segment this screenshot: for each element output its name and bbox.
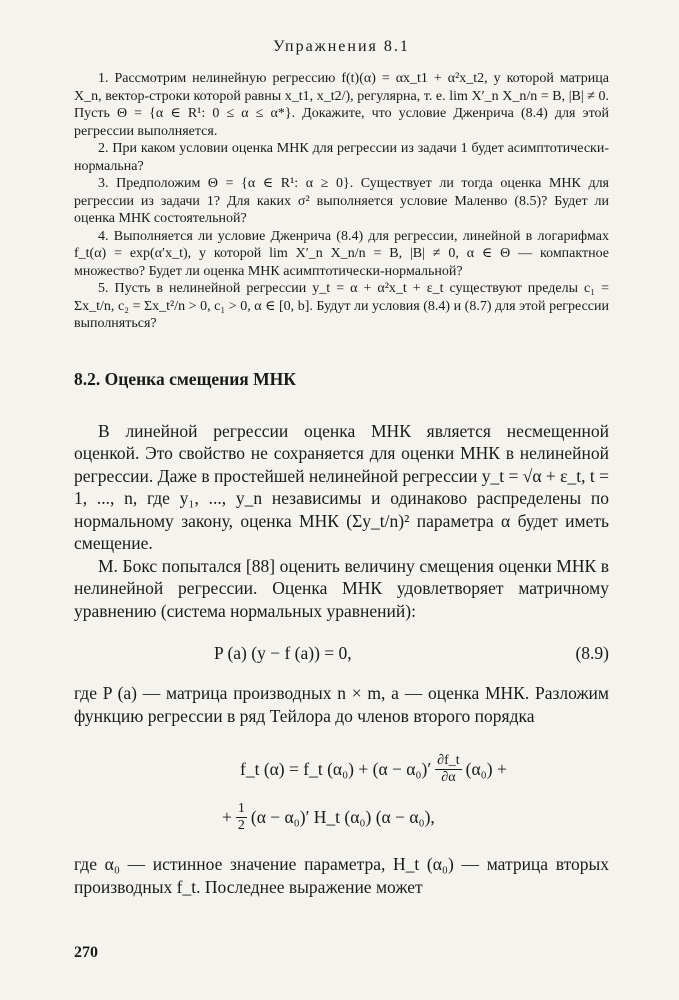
exercise-item: 5. Пусть в нелинейной регрессии y_t = α + α²x_t + ε_t существуют пределы c₁ = Σx_t/n, c₂ = Σx_t²/n > 0, c₁ > 0, α ∈ [0, b]. Будут ли условия (8.4) и (8.7) для этой регрессии выполняться? <box>74 281 609 331</box>
taylor-term: f_t (α) = f_t (α₀) + (α − α₀)′ <box>240 758 432 779</box>
fraction-numerator: ∂f_t <box>437 752 460 768</box>
fraction-denominator: 2 <box>237 817 245 833</box>
exercise-item: 1. Рассмотрим нелинейную регрессию f(t)(α) = αx_t1 + α²x_t2, у которой матрица X_n, вектор-строки которой равны x_t1, x_t2/), регулярна, т. е. lim X′_n X_n/n = B, |B| ≠ 0. Пусть Θ = {α ∈ R¹: 0 ≤ α ≤ α*}. Докажите, что условие Дженрича (8.4) для этой регрессии выполняется. <box>74 71 609 139</box>
fraction-numerator: 1 <box>237 800 245 816</box>
exercise-item: 4. Выполняется ли условие Дженрича (8.4) для регрессии, линейной в логарифмах f_t(α) = exp(α′x_t), у которой lim X′_n X_n/n = B, |B| ≠ 0, α ∈ Θ — компактное множество? Будет ли оценка МНК асимптотически-нормальной? <box>74 228 609 279</box>
exercises-heading: Упражнения 8.1 <box>273 38 410 55</box>
formula-expression: P (a) (y − f (a)) = 0, <box>214 642 352 663</box>
body-text <box>74 853 609 898</box>
exercises-list <box>74 70 609 333</box>
paragraph: где α₀ — истинное значение параметра, H_t (α₀) — матрица вторых производных f_t. Последнее выражение может <box>74 854 609 897</box>
formula-8-9 <box>74 638 609 668</box>
paragraph: где P (a) — матрица производных n × m, a — оценка МНК. Разложим функцию регрессии в ряд Тейлора до членов второго порядка <box>74 683 609 726</box>
formula-number: (8.9) <box>575 642 609 663</box>
exercise-item: 2. При каком условии оценка МНК для регрессии из задачи 1 будет асимптотически-нормальна? <box>74 141 609 174</box>
partial-derivative-fraction <box>435 753 461 786</box>
page-content <box>74 38 609 898</box>
page-number: 270 <box>74 944 98 961</box>
paragraph: М. Бокс попытался [88] оценить величину смещения оценки МНК в нелинейной регрессии. Оценка МНК удовлетворяет матричному уравнению (система нормальных уравнений): <box>74 555 609 621</box>
fraction-denominator: ∂α <box>441 769 456 785</box>
taylor-expansion <box>74 745 609 841</box>
section-title: 8.2. Оценка смещения МНК <box>74 368 296 389</box>
paragraph: В линейной регрессии оценка МНК является несмещенной оценкой. Это свойство не сохраняется для оценки МНК в нелинейной регрессии. Даже в простейшей нелинейной регрессии y_t = √α + ε_t, t = 1, ..., n, где y₁, ..., y_n независимы и одинаково распределены по нормальному закону, оценка МНК (Σy_t/n)² параметра α будет иметь смещение. <box>74 420 609 553</box>
body-text <box>74 420 609 623</box>
taylor-term: (α − α₀)′ H_t (α₀) (α − α₀), <box>250 806 435 827</box>
half-fraction <box>236 801 247 834</box>
taylor-line-1 <box>74 745 609 793</box>
body-text <box>74 682 609 727</box>
exercise-item: 3. Предположим Θ = {α ∈ R¹: α ≥ 0}. Существует ли тогда оценка МНК для регрессии из задачи 1? Для каких σ² выполняется условие Маленво (8.5)? Будет ли оценка МНК состоятельной? <box>74 176 609 226</box>
taylor-term: (α₀) + <box>465 758 507 779</box>
taylor-line-2 <box>74 793 609 841</box>
taylor-term: + <box>222 806 232 827</box>
